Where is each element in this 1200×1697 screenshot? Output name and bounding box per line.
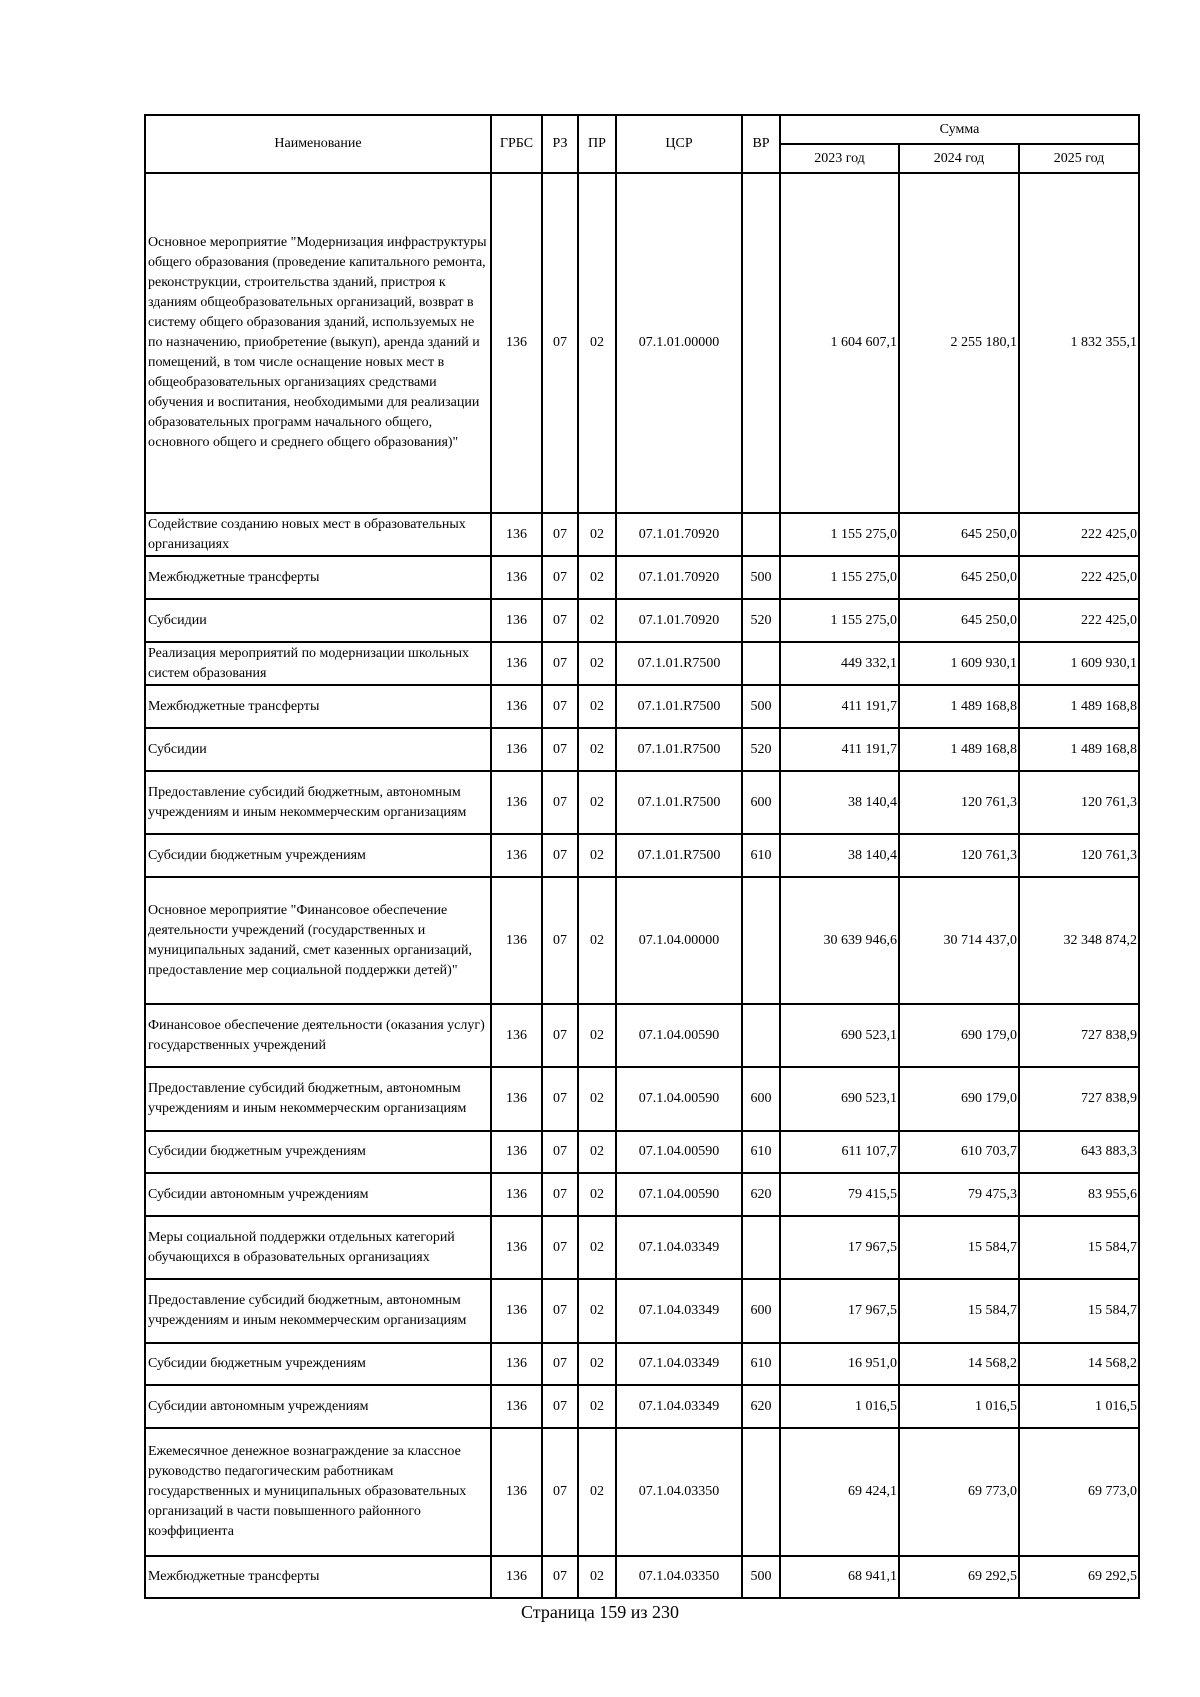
row-amount-2023: 69 424,1 <box>780 1428 899 1556</box>
row-amount-2025: 1 489 168,8 <box>1019 685 1139 728</box>
row-name: Предоставление субсидий бюджетным, автономным учреждениям и иным некоммерческим организациям <box>145 1067 491 1131</box>
row-amount-2023: 1 604 607,1 <box>780 173 899 513</box>
row-pr: 02 <box>578 1004 616 1067</box>
row-amount-2024: 120 761,3 <box>899 771 1019 834</box>
header-year-2023: 2023 год <box>780 144 899 173</box>
row-vr: 500 <box>742 556 780 599</box>
row-amount-2024: 30 714 437,0 <box>899 877 1019 1004</box>
row-amount-2025: 1 609 930,1 <box>1019 642 1139 685</box>
row-rz: 07 <box>542 1004 578 1067</box>
row-vr <box>742 1428 780 1556</box>
header-year-2024: 2024 год <box>899 144 1019 173</box>
row-grbs: 136 <box>491 1556 542 1598</box>
row-vr: 620 <box>742 1173 780 1216</box>
row-vr <box>742 173 780 513</box>
row-rz: 07 <box>542 877 578 1004</box>
row-amount-2025: 727 838,9 <box>1019 1004 1139 1067</box>
table-row <box>145 556 1139 599</box>
row-amount-2025: 69 773,0 <box>1019 1428 1139 1556</box>
row-vr: 500 <box>742 685 780 728</box>
row-csr: 07.1.04.00000 <box>616 877 742 1004</box>
row-csr: 07.1.01.R7500 <box>616 728 742 771</box>
row-amount-2025: 727 838,9 <box>1019 1067 1139 1131</box>
row-name: Межбюджетные трансферты <box>145 685 491 728</box>
row-amount-2023: 16 951,0 <box>780 1343 899 1385</box>
row-grbs: 136 <box>491 1385 542 1428</box>
row-vr: 610 <box>742 1131 780 1173</box>
row-grbs: 136 <box>491 599 542 642</box>
row-csr: 07.1.04.03349 <box>616 1279 742 1343</box>
row-vr: 600 <box>742 1279 780 1343</box>
row-csr: 07.1.04.03349 <box>616 1343 742 1385</box>
row-csr: 07.1.04.00590 <box>616 1004 742 1067</box>
row-rz: 07 <box>542 642 578 685</box>
row-amount-2023: 411 191,7 <box>780 728 899 771</box>
row-pr: 02 <box>578 1173 616 1216</box>
budget-table <box>144 114 1140 1599</box>
row-csr: 07.1.01.R7500 <box>616 834 742 877</box>
row-name: Меры социальной поддержки отдельных категорий обучающихся в образовательных организациях <box>145 1216 491 1279</box>
row-vr: 600 <box>742 1067 780 1131</box>
table-row <box>145 1343 1139 1385</box>
row-amount-2023: 1 155 275,0 <box>780 599 899 642</box>
header-pr: ПР <box>578 115 616 173</box>
row-amount-2025: 643 883,3 <box>1019 1131 1139 1173</box>
row-amount-2025: 120 761,3 <box>1019 834 1139 877</box>
row-name: Ежемесячное денежное вознаграждение за классное руководство педагогическим работникам государственных и муниципальных образовательных организаций в части повышенного районного коэффициента <box>145 1428 491 1556</box>
row-csr: 07.1.01.R7500 <box>616 685 742 728</box>
row-name: Реализация мероприятий по модернизации школьных систем образования <box>145 642 491 685</box>
row-grbs: 136 <box>491 513 542 556</box>
row-pr: 02 <box>578 877 616 1004</box>
row-amount-2025: 15 584,7 <box>1019 1279 1139 1343</box>
row-amount-2023: 690 523,1 <box>780 1004 899 1067</box>
row-grbs: 136 <box>491 1173 542 1216</box>
row-amount-2024: 1 489 168,8 <box>899 685 1019 728</box>
row-name: Субсидии автономным учреждениям <box>145 1173 491 1216</box>
row-name: Основное мероприятие "Финансовое обеспечение деятельности учреждений (государственных и муниципальных заданий, смет казенных организаций, предоставление мер социальной поддержки детей)" <box>145 877 491 1004</box>
row-amount-2024: 610 703,7 <box>899 1131 1019 1173</box>
row-amount-2024: 1 489 168,8 <box>899 728 1019 771</box>
row-amount-2024: 1 016,5 <box>899 1385 1019 1428</box>
row-pr: 02 <box>578 642 616 685</box>
row-rz: 07 <box>542 834 578 877</box>
row-csr: 07.1.01.00000 <box>616 173 742 513</box>
row-rz: 07 <box>542 173 578 513</box>
row-name: Субсидии автономным учреждениям <box>145 1385 491 1428</box>
header-vr: ВР <box>742 115 780 173</box>
row-amount-2023: 79 415,5 <box>780 1173 899 1216</box>
row-amount-2025: 222 425,0 <box>1019 556 1139 599</box>
row-pr: 02 <box>578 1428 616 1556</box>
row-csr: 07.1.01.70920 <box>616 599 742 642</box>
row-vr: 610 <box>742 1343 780 1385</box>
table-row <box>145 1216 1139 1279</box>
row-amount-2024: 120 761,3 <box>899 834 1019 877</box>
row-pr: 02 <box>578 1216 616 1279</box>
table-row <box>145 1067 1139 1131</box>
row-csr: 07.1.04.00590 <box>616 1131 742 1173</box>
row-amount-2023: 1 016,5 <box>780 1385 899 1428</box>
row-pr: 02 <box>578 771 616 834</box>
row-amount-2024: 69 773,0 <box>899 1428 1019 1556</box>
row-csr: 07.1.01.R7500 <box>616 642 742 685</box>
header-grbs: ГРБС <box>491 115 542 173</box>
row-grbs: 136 <box>491 1067 542 1131</box>
row-rz: 07 <box>542 1343 578 1385</box>
row-pr: 02 <box>578 1279 616 1343</box>
table-row <box>145 1428 1139 1556</box>
row-grbs: 136 <box>491 771 542 834</box>
table-row <box>145 1385 1139 1428</box>
row-pr: 02 <box>578 1343 616 1385</box>
row-grbs: 136 <box>491 1131 542 1173</box>
row-amount-2024: 14 568,2 <box>899 1343 1019 1385</box>
row-vr: 620 <box>742 1385 780 1428</box>
row-amount-2025: 69 292,5 <box>1019 1556 1139 1598</box>
row-amount-2024: 1 609 930,1 <box>899 642 1019 685</box>
row-amount-2024: 2 255 180,1 <box>899 173 1019 513</box>
row-grbs: 136 <box>491 173 542 513</box>
row-name: Субсидии <box>145 728 491 771</box>
row-amount-2025: 1 016,5 <box>1019 1385 1139 1428</box>
row-amount-2024: 690 179,0 <box>899 1004 1019 1067</box>
row-name: Основное мероприятие "Модернизация инфраструктуры общего образования (проведение капитального ремонта, реконструкции, строительства зданий, пристроя к зданиям общеобразовательных организаций, возврат в систему общего образования зданий, используемых не по назначению, приобретение (выкуп), аренда зданий и помещений, в том числе оснащение новых мест в общеобразовательных организациях средствами обучения и воспитания, необходимыми для реализации образовательных программ начального общего, основного общего и среднего общего образования)" <box>145 173 491 513</box>
row-amount-2024: 645 250,0 <box>899 556 1019 599</box>
row-amount-2025: 1 489 168,8 <box>1019 728 1139 771</box>
row-vr <box>742 1216 780 1279</box>
table-row <box>145 513 1139 556</box>
row-name: Финансовое обеспечение деятельности (оказания услуг) государственных учреждений <box>145 1004 491 1067</box>
row-amount-2023: 1 155 275,0 <box>780 513 899 556</box>
header-name: Наименование <box>145 115 491 173</box>
row-csr: 07.1.04.00590 <box>616 1067 742 1131</box>
row-amount-2023: 1 155 275,0 <box>780 556 899 599</box>
row-amount-2025: 83 955,6 <box>1019 1173 1139 1216</box>
row-amount-2023: 17 967,5 <box>780 1279 899 1343</box>
row-name: Предоставление субсидий бюджетным, автономным учреждениям и иным некоммерческим организациям <box>145 1279 491 1343</box>
row-grbs: 136 <box>491 642 542 685</box>
header-sum: Сумма <box>780 115 1139 144</box>
row-vr: 610 <box>742 834 780 877</box>
row-csr: 07.1.01.R7500 <box>616 771 742 834</box>
page-number: Страница 159 из 230 <box>521 1602 679 1622</box>
row-amount-2023: 38 140,4 <box>780 771 899 834</box>
row-amount-2024: 645 250,0 <box>899 513 1019 556</box>
table-row <box>145 1279 1139 1343</box>
row-rz: 07 <box>542 1428 578 1556</box>
row-grbs: 136 <box>491 877 542 1004</box>
row-rz: 07 <box>542 685 578 728</box>
table-row <box>145 771 1139 834</box>
table-row <box>145 1556 1139 1598</box>
table-body <box>145 173 1139 1598</box>
table-row <box>145 834 1139 877</box>
table-row <box>145 685 1139 728</box>
row-name: Межбюджетные трансферты <box>145 556 491 599</box>
row-csr: 07.1.04.03350 <box>616 1556 742 1598</box>
row-rz: 07 <box>542 599 578 642</box>
row-amount-2024: 15 584,7 <box>899 1216 1019 1279</box>
row-name: Содействие созданию новых мест в образовательных организациях <box>145 513 491 556</box>
row-grbs: 136 <box>491 1343 542 1385</box>
row-vr <box>742 513 780 556</box>
row-vr: 500 <box>742 1556 780 1598</box>
table-row <box>145 1004 1139 1067</box>
row-pr: 02 <box>578 1385 616 1428</box>
row-pr: 02 <box>578 685 616 728</box>
row-rz: 07 <box>542 1279 578 1343</box>
header-csr: ЦСР <box>616 115 742 173</box>
row-grbs: 136 <box>491 556 542 599</box>
row-pr: 02 <box>578 556 616 599</box>
row-amount-2024: 690 179,0 <box>899 1067 1019 1131</box>
row-rz: 07 <box>542 1385 578 1428</box>
row-rz: 07 <box>542 728 578 771</box>
row-name: Субсидии бюджетным учреждениям <box>145 1131 491 1173</box>
table-row <box>145 599 1139 642</box>
row-grbs: 136 <box>491 1216 542 1279</box>
row-vr: 520 <box>742 599 780 642</box>
row-pr: 02 <box>578 728 616 771</box>
row-amount-2025: 14 568,2 <box>1019 1343 1139 1385</box>
row-rz: 07 <box>542 1556 578 1598</box>
row-name: Межбюджетные трансферты <box>145 1556 491 1598</box>
row-vr <box>742 877 780 1004</box>
row-grbs: 136 <box>491 834 542 877</box>
table-row <box>145 173 1139 513</box>
row-pr: 02 <box>578 513 616 556</box>
row-amount-2025: 15 584,7 <box>1019 1216 1139 1279</box>
row-rz: 07 <box>542 1216 578 1279</box>
row-grbs: 136 <box>491 685 542 728</box>
row-amount-2025: 222 425,0 <box>1019 599 1139 642</box>
row-amount-2024: 69 292,5 <box>899 1556 1019 1598</box>
row-pr: 02 <box>578 1131 616 1173</box>
row-csr: 07.1.01.70920 <box>616 513 742 556</box>
row-amount-2023: 68 941,1 <box>780 1556 899 1598</box>
row-csr: 07.1.04.03349 <box>616 1385 742 1428</box>
row-name: Субсидии бюджетным учреждениям <box>145 1343 491 1385</box>
row-vr <box>742 1004 780 1067</box>
row-amount-2023: 449 332,1 <box>780 642 899 685</box>
header-rz: РЗ <box>542 115 578 173</box>
row-amount-2023: 38 140,4 <box>780 834 899 877</box>
row-csr: 07.1.01.70920 <box>616 556 742 599</box>
table-row <box>145 1131 1139 1173</box>
row-amount-2024: 15 584,7 <box>899 1279 1019 1343</box>
row-pr: 02 <box>578 1556 616 1598</box>
row-amount-2023: 30 639 946,6 <box>780 877 899 1004</box>
row-vr: 520 <box>742 728 780 771</box>
row-amount-2024: 645 250,0 <box>899 599 1019 642</box>
row-rz: 07 <box>542 1173 578 1216</box>
row-rz: 07 <box>542 556 578 599</box>
row-amount-2023: 690 523,1 <box>780 1067 899 1131</box>
row-amount-2023: 17 967,5 <box>780 1216 899 1279</box>
row-rz: 07 <box>542 513 578 556</box>
row-name: Субсидии <box>145 599 491 642</box>
row-csr: 07.1.04.03349 <box>616 1216 742 1279</box>
row-name: Субсидии бюджетным учреждениям <box>145 834 491 877</box>
table-row <box>145 1173 1139 1216</box>
row-pr: 02 <box>578 1067 616 1131</box>
row-amount-2025: 32 348 874,2 <box>1019 877 1139 1004</box>
table-row <box>145 642 1139 685</box>
row-grbs: 136 <box>491 728 542 771</box>
table-header <box>145 115 1139 173</box>
row-pr: 02 <box>578 173 616 513</box>
row-grbs: 136 <box>491 1279 542 1343</box>
row-rz: 07 <box>542 1067 578 1131</box>
row-csr: 07.1.04.03350 <box>616 1428 742 1556</box>
row-pr: 02 <box>578 599 616 642</box>
row-amount-2025: 120 761,3 <box>1019 771 1139 834</box>
row-grbs: 136 <box>491 1004 542 1067</box>
row-name: Предоставление субсидий бюджетным, автономным учреждениям и иным некоммерческим организациям <box>145 771 491 834</box>
row-amount-2023: 611 107,7 <box>780 1131 899 1173</box>
row-vr <box>742 642 780 685</box>
row-amount-2024: 79 475,3 <box>899 1173 1019 1216</box>
row-amount-2025: 1 832 355,1 <box>1019 173 1139 513</box>
table-row <box>145 728 1139 771</box>
header-year-2025: 2025 год <box>1019 144 1139 173</box>
row-amount-2023: 411 191,7 <box>780 685 899 728</box>
row-csr: 07.1.04.00590 <box>616 1173 742 1216</box>
row-vr: 600 <box>742 771 780 834</box>
row-amount-2025: 222 425,0 <box>1019 513 1139 556</box>
row-rz: 07 <box>542 1131 578 1173</box>
row-grbs: 136 <box>491 1428 542 1556</box>
table-row <box>145 877 1139 1004</box>
row-rz: 07 <box>542 771 578 834</box>
row-pr: 02 <box>578 834 616 877</box>
